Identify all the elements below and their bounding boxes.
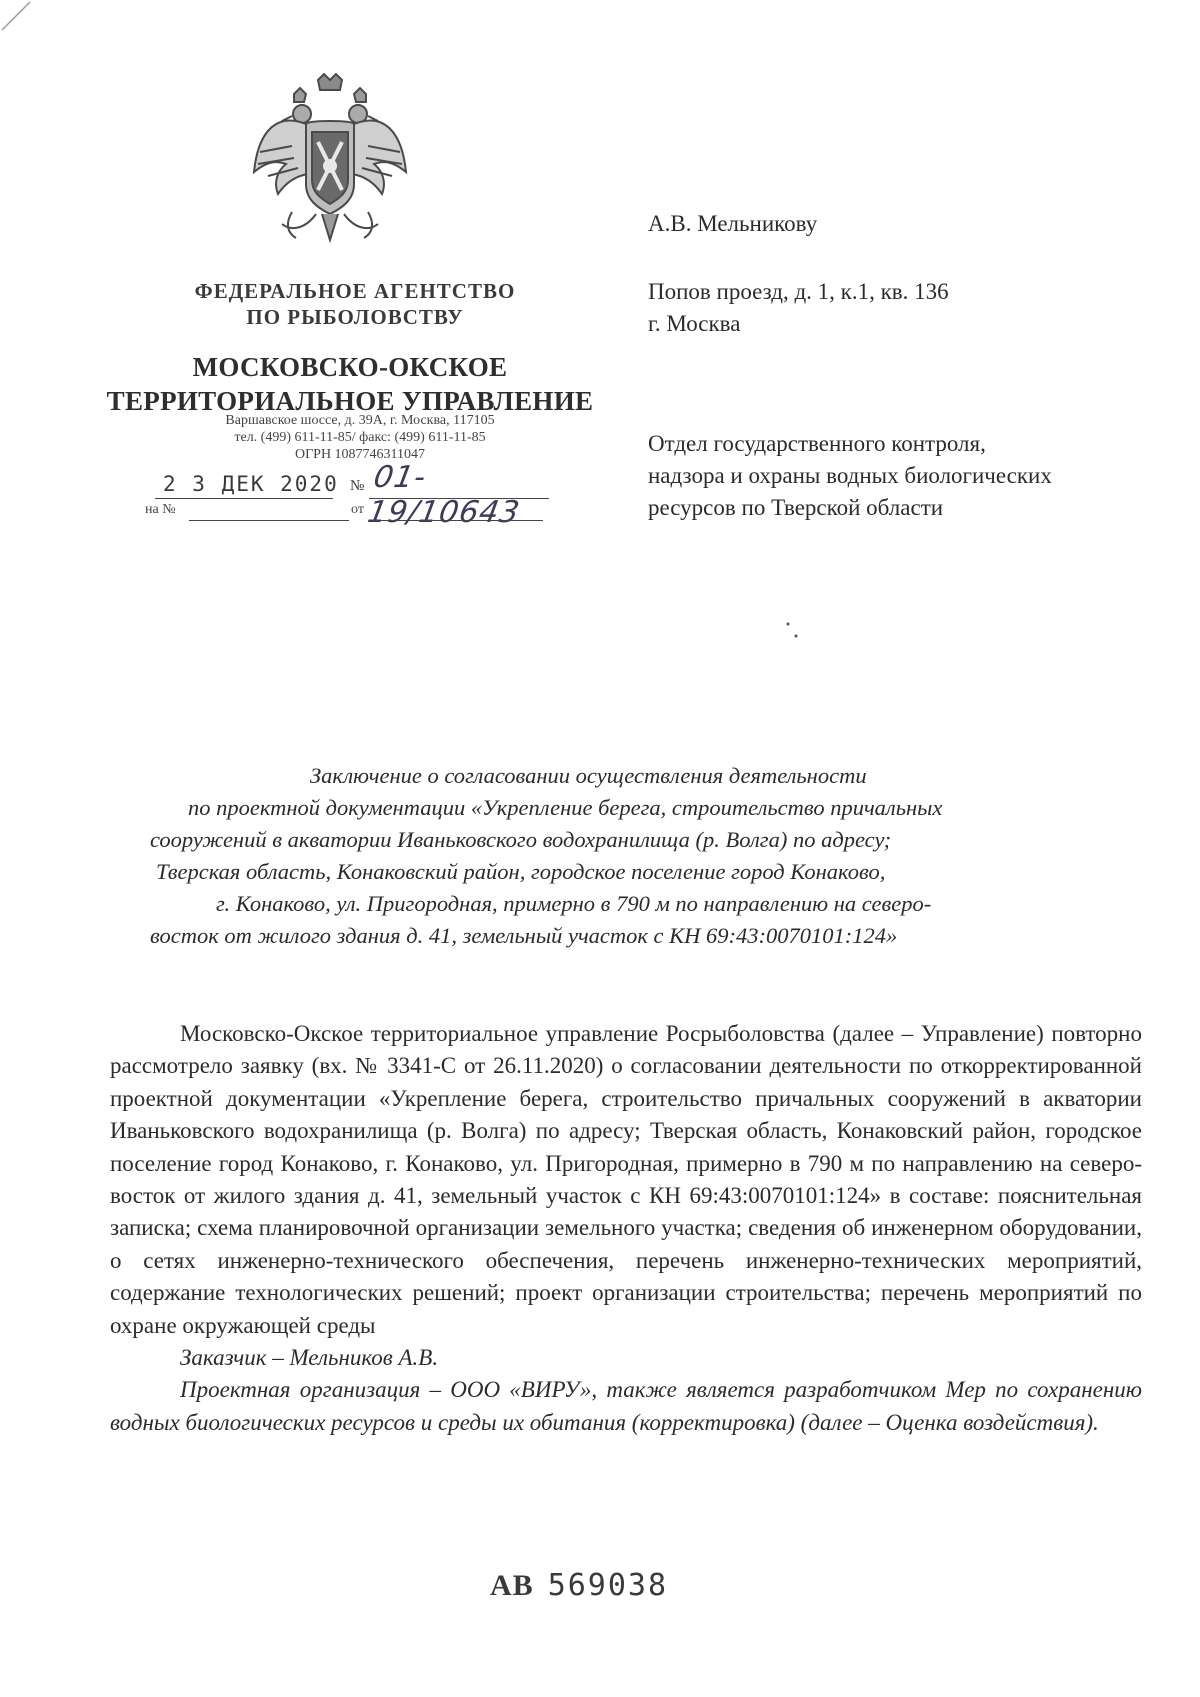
copy-recipient	[648, 428, 1052, 524]
department-ogrn: ОГРН 1087746311047	[294, 447, 426, 462]
recipient-address-line1: Попов проезд, д. 1, к.1, кв. 136	[648, 279, 949, 304]
serial-number: 569038	[547, 1568, 669, 1603]
serial-series: АВ	[490, 1569, 534, 1602]
title-line-3: сооружений в акватории Иваньковского водохранилища (р. Волга) по адресу;	[150, 827, 892, 852]
agency-name-line1: ФЕДЕРАЛЬНОЕ АГЕНТСТВО	[194, 279, 516, 303]
title-line-5: г. Конаково, ул. Пригородная, примерно в 790 м по направлению на северо-	[216, 891, 932, 916]
customer-line: Заказчик – Мельников А.В.	[180, 1345, 439, 1371]
scan-speck	[780, 618, 820, 648]
body-paragraph-1: Московско-Окское территориальное управление Росрыболовства (далее – Управление) повторно рассмотрело заявку (вх. № 3341-С от 26.11.2020) о согласовании деятельности по откорректированной проектной документации «Укрепление берега, строительство причальных сооружений в акватории Иваньковского водохранилища (р. Волга) по адресу; Тверская область, Конаковский район, городское поселение город Конаково, г. Конаково, ул. Пригородная, примерно в 790 м по направлению на северо-восток от жилого здания д. 41, земельный участок с КН 69:43:0070101:124» в составе: пояснительная записка; схема планировочной организации земельного участка; сведения об инженерном оборудовании, о сетях инженерно-технического обеспечения, перечень инженерно-технических мероприятий, содержание технологических решений; проект организации строительства; перечень мероприятий по охране окружающей среды	[110, 1021, 1142, 1338]
project-organization-paragraph: Проектная организация – ООО «ВИРУ», также является разработчиком Мер по сохранению водных биологических ресурсов и среды их обитания (корректировка) (далее – Оценка воздействия).	[110, 1377, 1142, 1435]
outgoing-number-handwritten: 01-19/10643	[364, 460, 523, 530]
outgoing-date-stamp: 2 3 ДЕК 2020	[163, 472, 339, 496]
agency-name	[130, 278, 580, 330]
ref-ot-label: от	[351, 502, 364, 517]
recipient-address	[648, 276, 949, 340]
form-serial-number	[490, 1568, 668, 1603]
copy-recipient-line2: надзора и охраны водных биологических	[648, 463, 1052, 488]
department-phone: тел. (499) 611-11-85/ факс: (499) 611-11-85	[234, 430, 486, 445]
department-address: Варшавское шоссе, д. 39А, г. Москва, 117105	[225, 413, 495, 428]
document-body	[110, 1018, 1142, 1439]
agency-name-line2: ПО РЫБОЛОВСТВУ	[246, 305, 464, 329]
department-name-line1: МОСКОВСКО-ОКСКОЕ	[192, 352, 508, 382]
incoming-reference-line	[145, 500, 565, 524]
title-line-2: по проектной документации «Укрепление берега, строительство причальных	[188, 795, 943, 820]
page-corner-mark	[0, 0, 40, 40]
department-contacts	[160, 412, 560, 463]
copy-recipient-line3: ресурсов по Тверской области	[648, 495, 944, 520]
copy-recipient-line1: Отдел государственного контроля,	[648, 431, 986, 456]
recipient-name: А.В. Мельникову	[648, 211, 818, 236]
recipient-address-line2: г. Москва	[648, 311, 741, 336]
ref-na-label: на №	[145, 502, 176, 517]
title-line-6: восток от жилого здания д. 41, земельный участок с КН 69:43:0070101:124»	[150, 923, 898, 948]
title-line-4: Тверская область, Конаковский район, городское поселение город Конаково,	[156, 859, 886, 884]
department-name-line2: ТЕРРИТОРИАЛЬНОЕ УПРАВЛЕНИЕ	[106, 386, 594, 416]
department-name	[90, 350, 610, 418]
document-title	[150, 760, 1140, 952]
title-line-1: Заключение о согласовании осуществления деятельности	[310, 763, 867, 788]
number-label: №	[350, 478, 365, 494]
coat-of-arms-emblem	[246, 72, 414, 244]
